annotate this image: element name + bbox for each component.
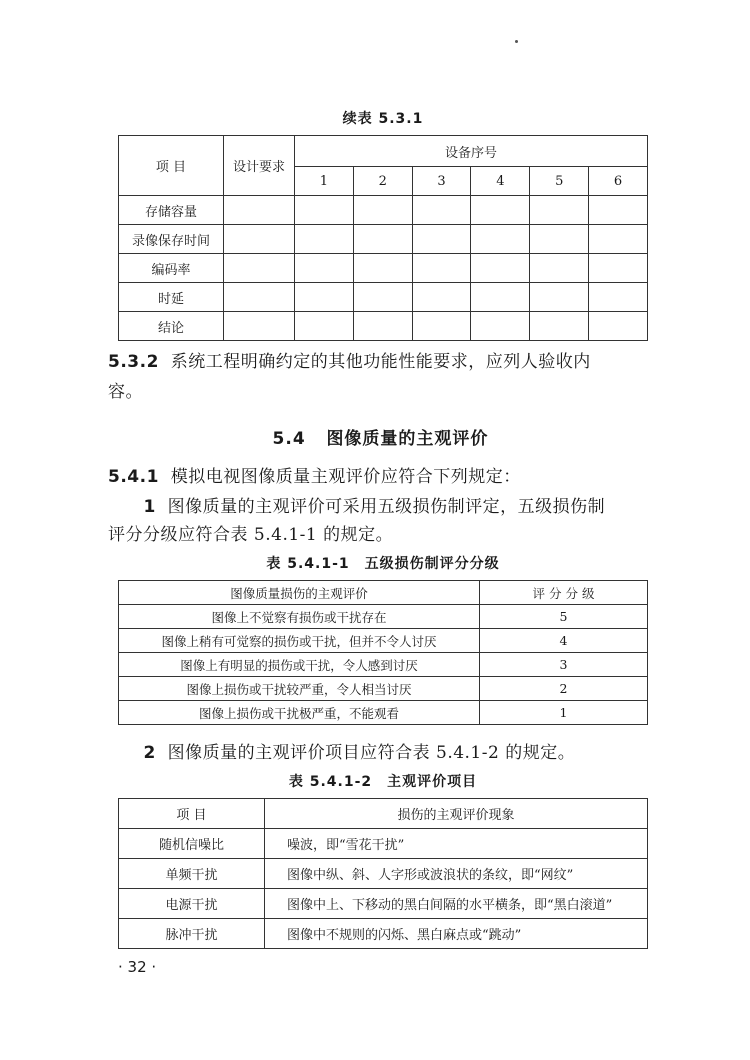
table1-col-req: 设计要求: [224, 136, 295, 196]
table-row: [119, 889, 648, 919]
section-54-number: 5.4: [272, 429, 306, 449]
item-1-text-line1: 图像质量的主观评价可采用五级损伤制评定，五级损伤制: [167, 497, 606, 517]
table3-phenomenon: 图像中纵、斜、人字形或波浪状的条纹，即“网纹”: [265, 859, 648, 889]
table1-row-label: 结论: [119, 312, 224, 341]
table2-grade: 1: [480, 701, 648, 725]
item-2-text: 图像质量的主观评价项目应符合表 5.4.1-2 的规定。: [167, 743, 576, 763]
table2-grade: 4: [480, 629, 648, 653]
item-2-number: 2: [143, 743, 156, 763]
table-row: [119, 829, 648, 859]
table-row: [119, 605, 648, 629]
table1: [118, 135, 648, 341]
table2-eval: 图像上损伤或干扰较严重，令人相当讨厌: [119, 677, 480, 701]
table1-col-item: 项 目: [119, 136, 224, 196]
clause-541: [108, 462, 653, 492]
table1-row-label: 录像保存时间: [119, 225, 224, 254]
table2-eval: 图像上有明显的损伤或干扰，令人感到讨厌: [119, 653, 480, 677]
table1-device-number: 4: [471, 167, 530, 196]
clause-541-text: 模拟电视图像质量主观评价应符合下列规定：: [170, 467, 521, 487]
section-54-heading: [108, 424, 653, 449]
table-row: [119, 629, 648, 653]
table2-grade: 2: [480, 677, 648, 701]
table1-device-number: 3: [412, 167, 471, 196]
table2-eval: 图像上不觉察有损伤或干扰存在: [119, 605, 480, 629]
table-row: [119, 312, 648, 341]
table-row: [119, 919, 648, 949]
table-row: [119, 859, 648, 889]
table1-device-number: 1: [295, 167, 354, 196]
table3-phenomenon: 噪波，即“雪花干扰”: [265, 829, 648, 859]
table2-col-eval: 图像质量损伤的主观评价: [119, 581, 480, 605]
table3-item: 随机信噪比: [119, 829, 265, 859]
item-2: [108, 738, 653, 768]
table1-row-label: 时延: [119, 283, 224, 312]
item-1-number: 1: [143, 497, 156, 517]
table3-phenomenon: 图像中上、下移动的黑白间隔的水平横条，即“黑白滚道”: [265, 889, 648, 919]
scan-speck: [515, 40, 518, 43]
section-54-title: 图像质量的主观评价: [326, 429, 489, 449]
item-1-line2: 评分分级应符合表 5.4.1-1 的规定。: [108, 525, 394, 545]
table3-col-item: 项 目: [119, 799, 265, 829]
table-row: [119, 653, 648, 677]
table-row: [119, 225, 648, 254]
clause-532-text-line1: 系统工程明确约定的其他功能性能要求，应列人验收内: [170, 352, 591, 372]
item-1: [108, 492, 653, 522]
table1-row-label: 存储容量: [119, 196, 224, 225]
table1-device-number: 6: [589, 167, 648, 196]
table1-caption: 续表 5.3.1: [342, 111, 424, 127]
table3: [118, 798, 648, 949]
table1-row-label: 编码率: [119, 254, 224, 283]
table2-eval: 图像上稍有可觉察的损伤或干扰，但并不令人讨厌: [119, 629, 480, 653]
page-number: · 32 ·: [118, 958, 157, 976]
table3-item: 脉冲干扰: [119, 919, 265, 949]
table3-phenomenon: 图像中不规则的闪烁、黑白麻点或“跳动”: [265, 919, 648, 949]
clause-532-line2: 容。: [108, 382, 143, 402]
table2-grade: 5: [480, 605, 648, 629]
table1-col-group: 设备序号: [295, 136, 648, 167]
table2-grade: 3: [480, 653, 648, 677]
table3-item: 单频干扰: [119, 859, 265, 889]
table3-col-phenomenon: 损伤的主观评价现象: [265, 799, 648, 829]
table-row: [119, 196, 648, 225]
table-row: [119, 254, 648, 283]
table3-item: 电源干扰: [119, 889, 265, 919]
table2-eval: 图像上损伤或干扰极严重，不能观看: [119, 701, 480, 725]
table-row: [119, 283, 648, 312]
table2-caption: 表 5.4.1-1 五级损伤制评分分级: [266, 556, 500, 572]
table2: [118, 580, 648, 725]
clause-532: [108, 347, 653, 377]
table1-device-number: 2: [353, 167, 412, 196]
table3-caption: 表 5.4.1-2 主观评价项目: [288, 774, 478, 790]
table2-col-grade: 评 分 分 级: [480, 581, 648, 605]
clause-532-number: 5.3.2: [108, 352, 159, 372]
clause-541-number: 5.4.1: [108, 467, 159, 487]
table-row: [119, 701, 648, 725]
table-row: [119, 677, 648, 701]
table1-device-number: 5: [530, 167, 589, 196]
